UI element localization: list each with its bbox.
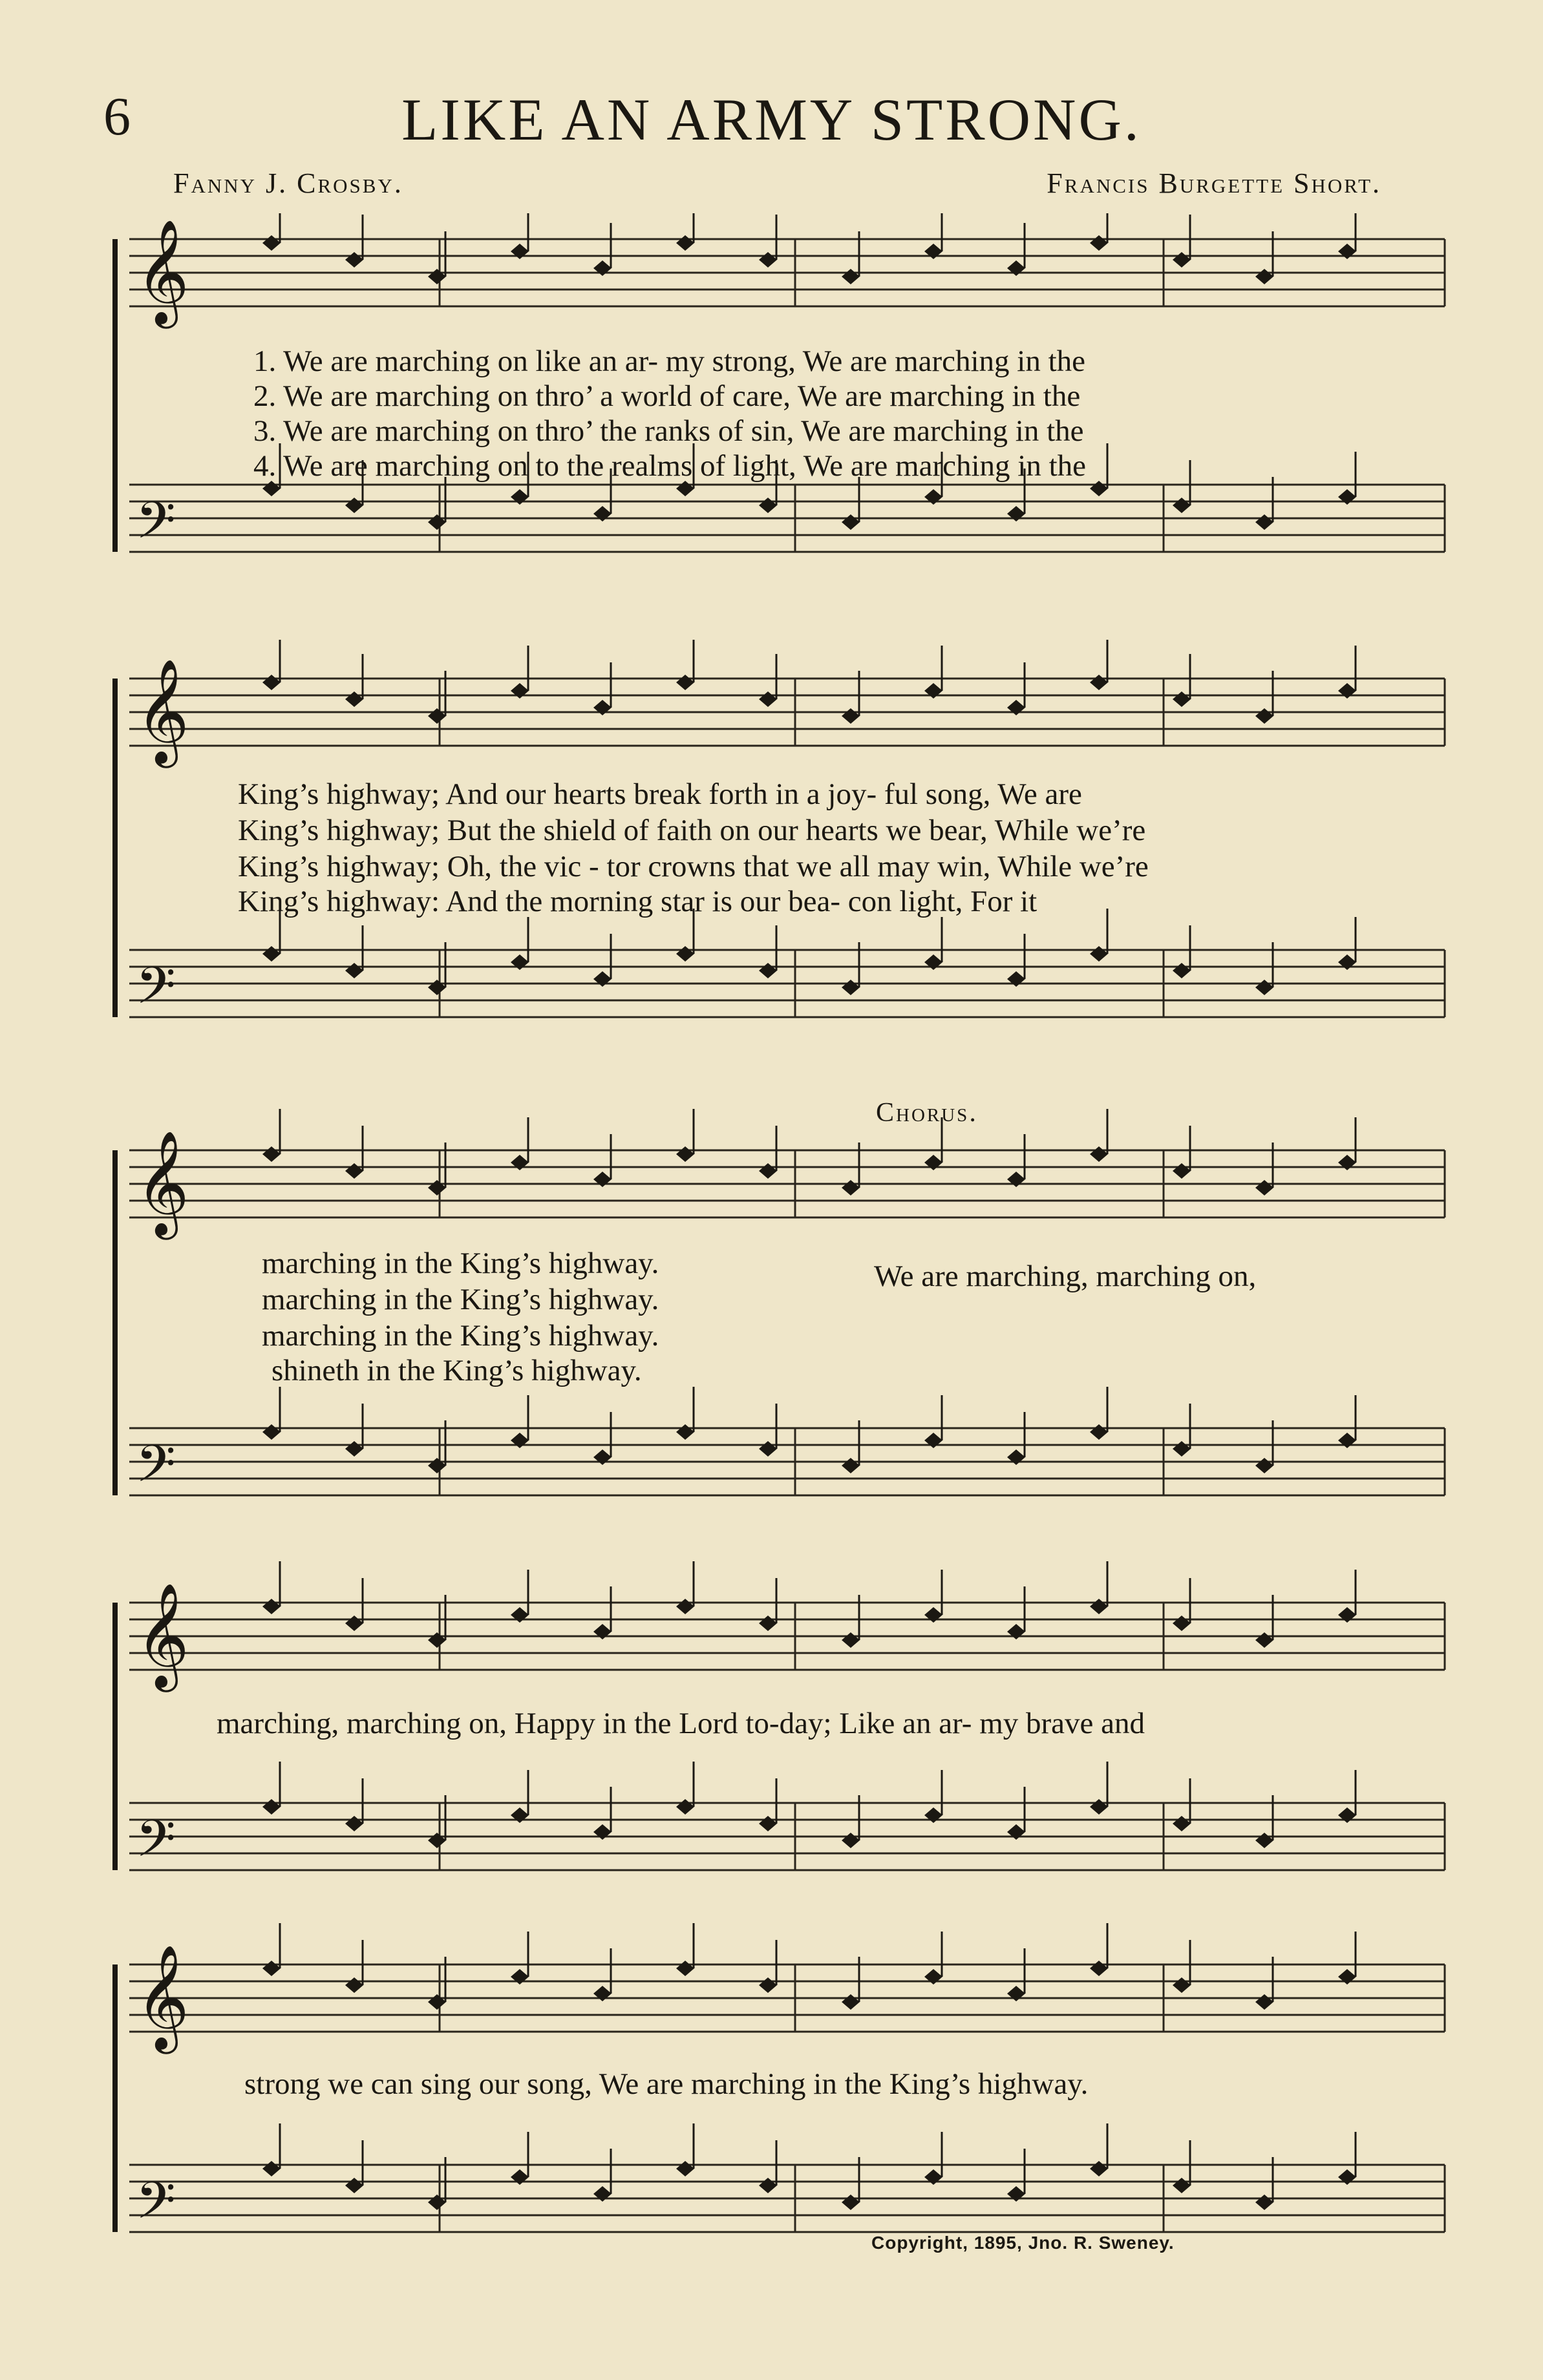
note-head bbox=[842, 1833, 860, 1848]
treble-clef-icon: 𝄞 bbox=[136, 219, 189, 324]
note-head bbox=[1173, 1441, 1191, 1457]
note-head bbox=[676, 1599, 694, 1614]
note-head bbox=[842, 514, 860, 530]
note-head bbox=[1255, 708, 1273, 724]
note-head bbox=[1090, 235, 1108, 251]
chorus-lyric: We are marching, marching on, bbox=[874, 1259, 1257, 1293]
note-head bbox=[759, 1616, 777, 1631]
note-head bbox=[1090, 1799, 1108, 1815]
note-head bbox=[262, 1599, 281, 1614]
note-head bbox=[676, 2161, 694, 2176]
note-head bbox=[1173, 498, 1191, 513]
note-head bbox=[428, 1180, 446, 1195]
note-head bbox=[428, 708, 446, 724]
music-system-5 bbox=[0, 1913, 1543, 2249]
note-head bbox=[1255, 1458, 1273, 1473]
note-head bbox=[262, 946, 281, 962]
note-head bbox=[345, 963, 363, 978]
note-head bbox=[759, 963, 777, 978]
note-head bbox=[1255, 1180, 1273, 1195]
bass-clef-icon: 𝄢 bbox=[136, 2171, 176, 2243]
lyric-line: marching in the King’s highway. bbox=[262, 1283, 659, 1316]
note-head bbox=[428, 514, 446, 530]
note-head bbox=[345, 2178, 363, 2193]
copyright-notice: Copyright, 1895, Jno. R. Sweney. bbox=[871, 2233, 1175, 2253]
note-head bbox=[676, 946, 694, 962]
note-head bbox=[676, 235, 694, 251]
treble-clef-icon: 𝄞 bbox=[136, 1583, 189, 1688]
lyric-line: King’s highway; But the shield of faith on our hearts we bear, While we’re bbox=[238, 814, 1146, 847]
lyric-line: marching in the King’s highway. bbox=[262, 1319, 659, 1353]
note-head bbox=[842, 1180, 860, 1195]
note-head bbox=[262, 2161, 281, 2176]
note-head bbox=[345, 1441, 363, 1457]
note-head bbox=[345, 1616, 363, 1631]
lyric-line: King’s highway; Oh, the vic - tor crowns that we all may win, While we’re bbox=[238, 850, 1149, 883]
note-head bbox=[676, 1799, 694, 1815]
note-head bbox=[842, 708, 860, 724]
music-system-1 bbox=[0, 213, 1543, 614]
note-head bbox=[842, 980, 860, 995]
note-head bbox=[345, 498, 363, 513]
treble-clef-icon: 𝄞 bbox=[136, 1944, 189, 2050]
lyric-line: marching, marching on, Happy in the Lord to-day; Like an ar- my brave and bbox=[217, 1707, 1145, 1740]
note-head bbox=[759, 1441, 777, 1457]
note-head bbox=[1255, 514, 1273, 530]
lyric-line: 3. We are marching on thro’ the ranks of sin, We are marching in the bbox=[253, 414, 1084, 448]
bass-clef-icon: 𝄢 bbox=[136, 956, 176, 1028]
note-head bbox=[759, 2178, 777, 2193]
page-number: 6 bbox=[103, 87, 131, 147]
note-head bbox=[262, 235, 281, 251]
note-head bbox=[1173, 2178, 1191, 2193]
note-head bbox=[676, 1146, 694, 1162]
note-head bbox=[1173, 1977, 1191, 1993]
hymn-title: LIKE AN ARMY STRONG. bbox=[401, 87, 1142, 153]
note-head bbox=[759, 1816, 777, 1831]
note-head bbox=[1090, 675, 1108, 690]
note-head bbox=[1173, 1163, 1191, 1179]
note-head bbox=[262, 675, 281, 690]
lyric-line: King’s highway; And our hearts break forth in a joy- ful song, We are bbox=[238, 777, 1082, 811]
composer-credit: Francis Burgette Short. bbox=[1047, 167, 1381, 199]
lyric-line: 1. We are marching on like an ar- my strong, We are marching in the bbox=[253, 344, 1086, 378]
note-head bbox=[1173, 691, 1191, 707]
note-head bbox=[676, 1961, 694, 1976]
note-head bbox=[1255, 2195, 1273, 2210]
bass-clef-icon: 𝄢 bbox=[136, 1434, 176, 1506]
note-head bbox=[1090, 1599, 1108, 1614]
note-head bbox=[262, 1961, 281, 1976]
note-head bbox=[428, 1632, 446, 1648]
chorus-label: Chorus. bbox=[876, 1098, 978, 1128]
lyric-line: strong we can sing our song, We are marching in the King’s highway. bbox=[244, 2067, 1089, 2101]
note-head bbox=[759, 498, 777, 513]
treble-clef-icon: 𝄞 bbox=[136, 658, 189, 764]
note-head bbox=[428, 980, 446, 995]
note-head bbox=[345, 1977, 363, 1993]
lyric-line: 2. We are marching on thro’ a world of care, We are marching in the bbox=[253, 379, 1081, 413]
note-head bbox=[1255, 269, 1273, 284]
bass-clef-icon: 𝄢 bbox=[136, 490, 176, 563]
note-head bbox=[345, 691, 363, 707]
note-head bbox=[842, 1632, 860, 1648]
note-head bbox=[262, 1799, 281, 1815]
note-head bbox=[676, 675, 694, 690]
lyricist-credit: Fanny J. Crosby. bbox=[173, 167, 403, 199]
note-head bbox=[1090, 946, 1108, 962]
note-head bbox=[428, 1994, 446, 2010]
note-head bbox=[759, 1163, 777, 1179]
note-head bbox=[345, 252, 363, 268]
note-head bbox=[1090, 481, 1108, 496]
note-head bbox=[759, 691, 777, 707]
note-head bbox=[428, 1833, 446, 1848]
lyric-line: marching in the King’s highway. bbox=[262, 1247, 659, 1280]
lyric-line: King’s highway: And the morning star is our bea- con light, For it bbox=[238, 885, 1038, 918]
music-system-3 bbox=[0, 1092, 1543, 1532]
note-head bbox=[842, 2195, 860, 2210]
note-head bbox=[345, 1163, 363, 1179]
note-head bbox=[1255, 1632, 1273, 1648]
note-head bbox=[345, 1816, 363, 1831]
note-head bbox=[1173, 1816, 1191, 1831]
note-head bbox=[1255, 980, 1273, 995]
note-head bbox=[1173, 1616, 1191, 1631]
note-head bbox=[842, 1458, 860, 1473]
note-head bbox=[759, 1977, 777, 1993]
note-head bbox=[262, 1424, 281, 1440]
note-head bbox=[1173, 963, 1191, 978]
note-head bbox=[1090, 1961, 1108, 1976]
note-head bbox=[842, 269, 860, 284]
note-head bbox=[1090, 2161, 1108, 2176]
lyric-line: shineth in the King’s highway. bbox=[271, 1354, 642, 1387]
note-head bbox=[1255, 1833, 1273, 1848]
note-head bbox=[759, 252, 777, 268]
note-head bbox=[428, 269, 446, 284]
note-head bbox=[1090, 1146, 1108, 1162]
music-system-2 bbox=[0, 640, 1543, 1079]
note-head bbox=[1173, 252, 1191, 268]
note-head bbox=[842, 1994, 860, 2010]
lyric-line: 4. We are marching on to the realms of light, We are marching in the bbox=[253, 449, 1087, 483]
note-head bbox=[676, 1424, 694, 1440]
note-head bbox=[262, 1146, 281, 1162]
treble-clef-icon: 𝄞 bbox=[136, 1130, 189, 1236]
note-head bbox=[1255, 1994, 1273, 2010]
bass-clef-icon: 𝄢 bbox=[136, 1809, 176, 1881]
note-head bbox=[1090, 1424, 1108, 1440]
staff-lines bbox=[0, 1092, 1543, 1532]
note-head bbox=[428, 2195, 446, 2210]
music-system-4 bbox=[0, 1557, 1543, 1893]
note-head bbox=[428, 1458, 446, 1473]
